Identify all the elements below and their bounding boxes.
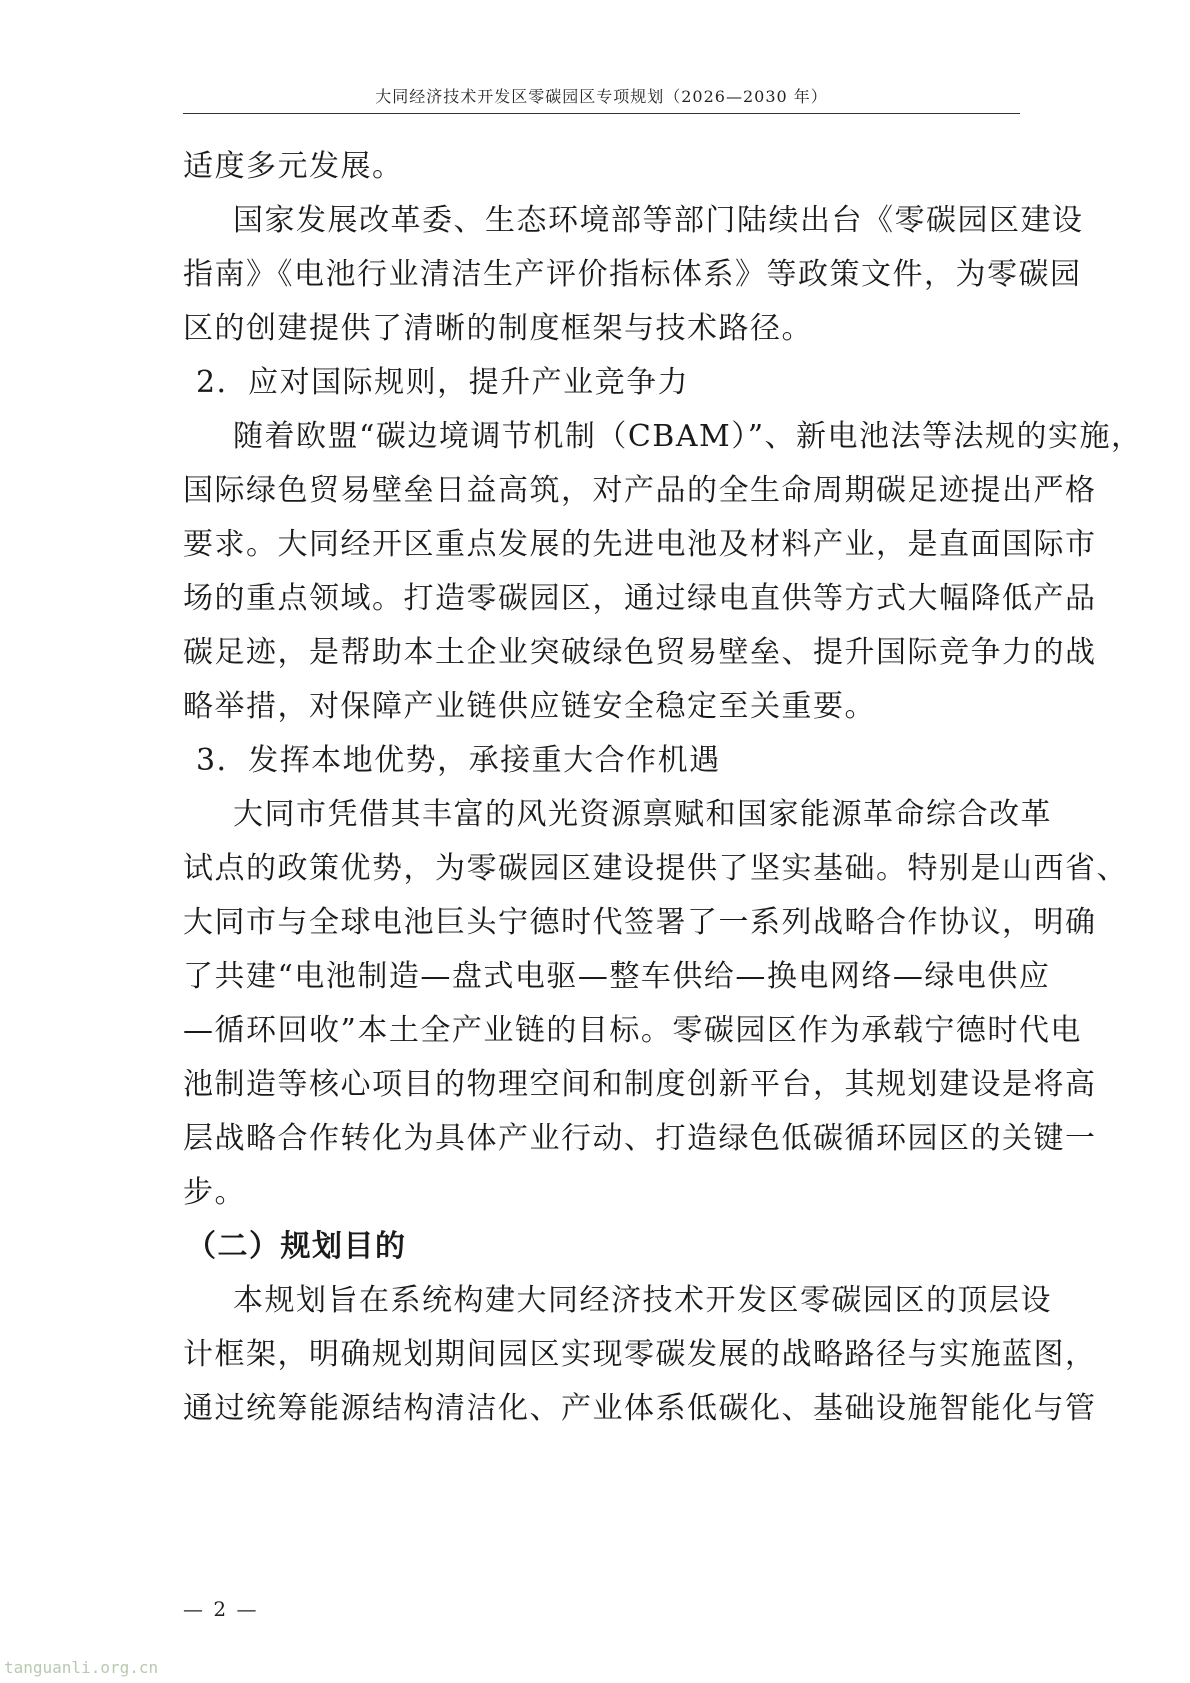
section-heading: 2．应对国际规则，提升产业竞争力 [196, 365, 690, 400]
body-line: 池制造等核心项目的物理空间和制度创新平台，其规划建设是将高 [183, 1067, 1097, 1102]
body-line: 步。 [183, 1175, 246, 1210]
body-line: 略举措，对保障产业链供应链安全稳定至关重要。 [183, 689, 876, 724]
body-line: 了共建“电池制造—盘式电驱—整车供给—换电网络—绿电供应 [183, 959, 1051, 994]
body-line: 本规划旨在系统构建大同经济技术开发区零碳园区的顶层设 [233, 1283, 1052, 1318]
subsection-heading: （二）规划目的 [186, 1229, 407, 1264]
body-line: 层战略合作转化为具体产业行动、打造绿色低碳循环园区的关键一 [183, 1121, 1097, 1156]
page-number: — 2 — [183, 1597, 259, 1621]
body-line: 指南》《电池行业清洁生产评价指标体系》等政策文件，为零碳园 [183, 257, 1082, 292]
body-line: 区的创建提供了清晰的制度框架与技术路径。 [183, 311, 813, 346]
section-heading: 3．发挥本地优势，承接重大合作机遇 [196, 743, 721, 778]
body-line: 大同市凭借其丰富的风光资源禀赋和国家能源革命综合改革 [233, 797, 1052, 832]
body-line: 场的重点领域。打造零碳园区，通过绿电直供等方式大幅降低产品 [183, 581, 1097, 616]
body-line: 国际绿色贸易壁垒日益高筑，对产品的全生命周期碳足迹提出严格 [183, 473, 1097, 508]
body-line: 计框架，明确规划期间园区实现零碳发展的战略路径与实施蓝图， [183, 1337, 1097, 1372]
body-line: 国家发展改革委、生态环境部等部门陆续出台《零碳园区建设 [233, 203, 1084, 238]
watermark: tanguanli.org.cn [4, 1658, 159, 1677]
body-line: 碳足迹，是帮助本土企业突破绿色贸易壁垒、提升国际竞争力的战 [183, 635, 1097, 670]
body-line: 通过统筹能源结构清洁化、产业体系低碳化、基础设施智能化与管 [183, 1391, 1097, 1426]
running-header: 大同经济技术开发区零碳园区专项规划（2026—2030 年） [375, 87, 828, 106]
body-line: 适度多元发展。 [183, 149, 404, 184]
body-line: 随着欧盟“碳边境调节机制（CBAM）”、新电池法等法规的实施， [233, 419, 1143, 454]
body-line: 试点的政策优势，为零碳园区建设提供了坚实基础。特别是山西省、 [183, 851, 1128, 886]
header-divider [183, 113, 1020, 114]
body-line: 要求。大同经开区重点发展的先进电池及材料产业，是直面国际市 [183, 527, 1097, 562]
body-line: —循环回收”本土全产业链的目标。零碳园区作为承载宁德时代电 [183, 1013, 1082, 1048]
body-line: 大同市与全球电池巨头宁德时代签署了一系列战略合作协议，明确 [183, 905, 1097, 940]
